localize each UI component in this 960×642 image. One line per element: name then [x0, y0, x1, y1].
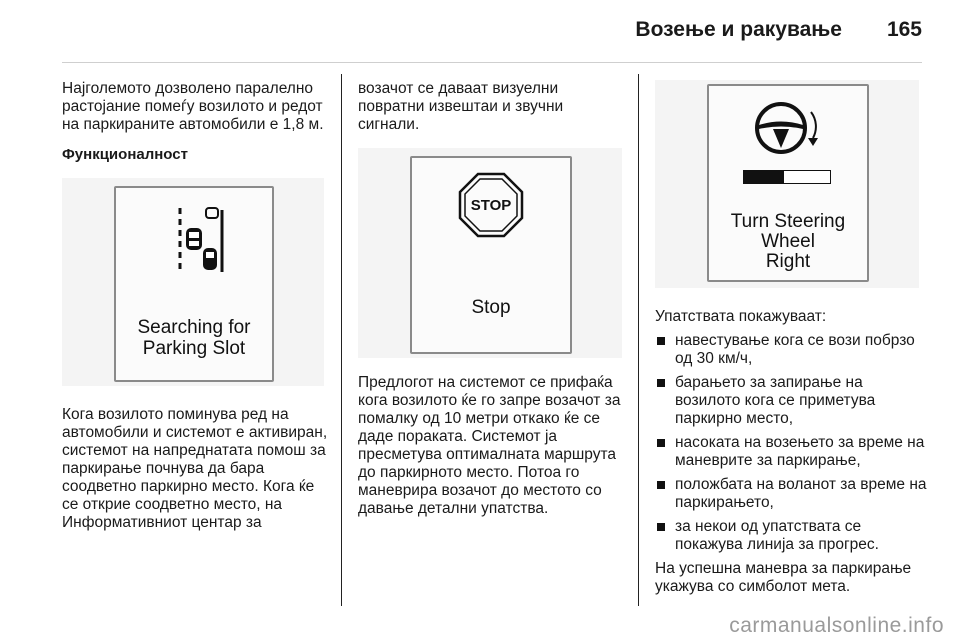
list-intro: Упатствата покажуваат: — [655, 308, 827, 325]
section-heading: Функционалност — [62, 146, 188, 163]
figure-searching — [62, 178, 324, 386]
display-screen — [410, 156, 572, 354]
page-number: 165 — [886, 18, 922, 41]
list-item: барањето за запирање на возилото кога се приметува паркирно место, — [655, 374, 930, 428]
column-1 — [62, 80, 334, 532]
screen-label-line3: Right — [765, 251, 811, 272]
list-item: насоката на возењето за време на маневрите за паркирање, — [655, 434, 930, 470]
stop-sign-text: STOP — [470, 197, 512, 214]
steering-wheel-icon — [751, 98, 825, 158]
list-item: положбата на воланот за време на паркирањето, — [655, 476, 930, 512]
screen-label-line1: Searching for — [137, 317, 251, 338]
intro-paragraph: возачот се даваат визуелни повратни извештаи и звучни сигнали. — [358, 80, 564, 133]
screen-label: Stop — [471, 297, 511, 318]
display-screen — [707, 84, 869, 282]
screen-label-line1: Turn Steering — [730, 211, 846, 232]
page-header — [0, 0, 960, 62]
list-item: навестување кога се вози побрзо од 30 км/ч, — [655, 332, 930, 368]
progress-bar-fill — [744, 171, 784, 183]
display-screen — [114, 186, 274, 382]
column-divider-2 — [638, 74, 639, 606]
figure-steering — [655, 80, 919, 288]
stop-sign-icon — [458, 172, 524, 238]
body-paragraph: Предлогот на системот се прифаќа кога возилото ќе го запре возачот за помалку од 10 метри откако ќе се даде пораката. Системот ја пресметува оптималната маршрута до паркирното место. Потоа го маневрира возачот до местото со давање детални упатства. — [358, 374, 621, 517]
figure-stop — [358, 148, 622, 358]
instruction-list — [655, 332, 930, 554]
list-item: за некои од упатствата се покажува линија за прогрес. — [655, 518, 930, 554]
parking-search-icon — [172, 204, 232, 276]
body-paragraph: Кога возилото поминува ред на автомобили и системот е активиран, системот на напреднатата помош за паркирање почнува да бара соодветно паркирно место. Кога ќе се открие соодветно место, на Информативниот центар за — [62, 406, 328, 531]
column-divider-1 — [341, 74, 342, 606]
chapter-title: Возење и ракување — [635, 18, 842, 41]
column-2 — [358, 80, 626, 518]
screen-label-line2: Parking Slot — [142, 338, 246, 359]
header-rule — [62, 62, 922, 63]
column-3 — [655, 80, 930, 596]
watermark: carmanualsonline.info — [729, 614, 944, 637]
intro-paragraph: Најголемото дозволено паралелно растојание помеѓу возилото и редот на паркираните автомобили е 1,8 м. — [62, 80, 324, 133]
screen-label-line2: Wheel — [761, 231, 815, 252]
progress-bar — [743, 170, 831, 184]
outro-paragraph: На успешна маневра за паркирање укажува со симболот мета. — [655, 560, 912, 595]
